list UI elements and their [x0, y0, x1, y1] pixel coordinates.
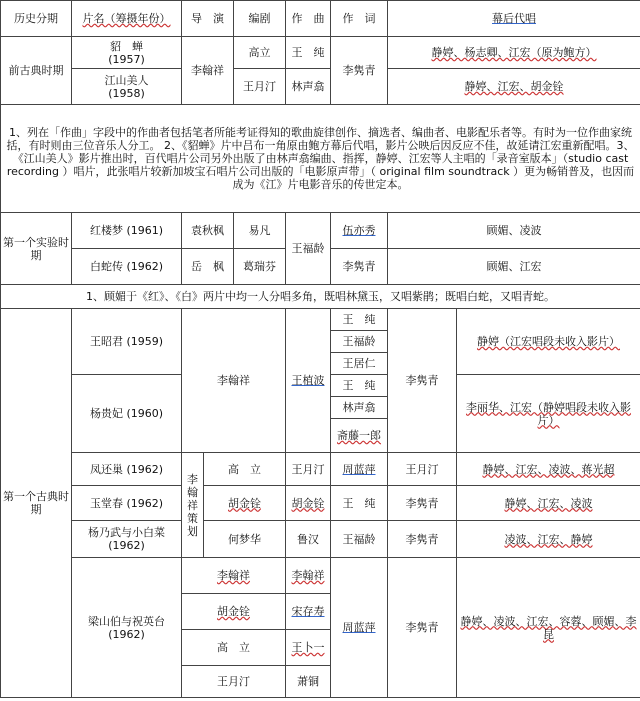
composer-cell: 王 纯: [331, 375, 388, 397]
director-cell: 高 立: [182, 630, 286, 666]
screenplay-cell: 宋存寿: [286, 594, 331, 630]
composer-cell: 林声翕: [331, 397, 388, 419]
lyricist-cell: 伍亦秀: [331, 213, 388, 249]
lyricist-cell: 李隽青: [388, 309, 457, 453]
screenplay-cell: 王植波: [286, 309, 331, 453]
lyricist-cell: 李隽青: [331, 37, 388, 105]
singer-cell: 静婷、凌波、江宏、容蓉、顾媚、李昆: [457, 558, 640, 698]
table-row: [1, 558, 640, 594]
composer-cell: 周蓝萍: [331, 558, 388, 698]
table-row: [1, 486, 640, 521]
header-lyricist: 作 词: [331, 1, 388, 37]
screenplay-cell: 王月汀: [234, 69, 286, 105]
table-row: [1, 309, 640, 331]
period-classic: 第一个古典时期: [1, 309, 72, 698]
lyricist-cell: 李隽青: [388, 486, 457, 521]
composer-cell: 王福龄: [331, 331, 388, 353]
film-cell: 王昭君 (1959): [72, 309, 182, 375]
film-cell: 红楼梦 (1961): [72, 213, 182, 249]
director-cell: 袁秋枫: [182, 213, 234, 249]
singer-cell: 顾媚、凌波: [388, 213, 640, 249]
lyricist-cell: 李隽青: [388, 521, 457, 558]
composer-cell: 王 纯: [331, 486, 388, 521]
table-row: [1, 37, 640, 69]
screenplay-cell: 李翰祥: [286, 558, 331, 594]
screenplay-cell: 王卜一: [286, 630, 331, 666]
director-cell: 胡金铨: [182, 594, 286, 630]
composer-cell: 王福龄: [331, 521, 388, 558]
screenplay-cell: 王月汀: [286, 453, 331, 486]
film-cell: 凤还巢 (1962): [72, 453, 182, 486]
composer-cell: 王福龄: [286, 213, 331, 285]
planning-cell: 李翰祥策划: [182, 453, 204, 558]
header-director: 导 演: [182, 1, 234, 37]
film-cell: 貂 蝉 (1957): [72, 37, 182, 69]
note-2: 1、顾媚于《红》、《白》两片中均一人分唱多角，既唱林黛玉，又唱紫鹃；既唱白蛇，又唱青蛇。: [1, 285, 640, 309]
header-period: 历史分期: [1, 1, 72, 37]
period-experimental: 第一个实验时期: [1, 213, 72, 285]
lyricist-cell: 李隽青: [388, 558, 457, 698]
singer-cell: 静婷、杨志卿、江宏（原为鲍方）: [388, 37, 640, 69]
composer-cell: 王 纯: [331, 309, 388, 331]
composer-cell: 王 纯: [286, 37, 331, 69]
film-cell: 梁山伯与祝英台 (1962): [72, 558, 182, 698]
header-singer: 幕后代唱: [388, 1, 640, 37]
director-cell: 岳 枫: [182, 249, 234, 285]
composer-cell: 林声翕: [286, 69, 331, 105]
screenplay-cell: 胡金铨: [286, 486, 331, 521]
singer-cell: 静婷、江宏、胡金铨: [388, 69, 640, 105]
singer-cell: 静婷、江宏、凌波: [457, 486, 640, 521]
film-cell: 江山美人 (1958): [72, 69, 182, 105]
director-cell: 李翰祥: [182, 309, 286, 453]
screenplay-cell: 易凡: [234, 213, 286, 249]
director-cell: 胡金铨: [204, 486, 286, 521]
composer-cell: 王居仁: [331, 353, 388, 375]
director-cell: 高 立: [204, 453, 286, 486]
note-row: [1, 105, 640, 213]
singer-cell: 凌波、江宏、静婷: [457, 521, 640, 558]
note-1: 1、列在「作曲」字段中的作曲者包括笔者所能考证得知的歌曲旋律创作、摘选者、编曲者、电影配乐者等。有时为一位作曲家统括，有时则由三位音乐人分工。 2、《貂蝉》片中吕布一角原由鲍方幕后代唱，影片公映后因反应不佳，故延请江宏重新配唱。3、《江山美人》影片推出时，百代唱片公司另外出版了由林声翕编曲、指挥，静婷、江宏等人主唱的「录音室版本」（studio cast recording ）唱片，此张唱片较新加坡宝石唱片公司出版的「电影原声带」（ original film soundtrack ）更为畅销普及，也因而成为《江》片电影音乐的传世定本。: [1, 105, 640, 213]
table-row: [1, 213, 640, 249]
lyricist-cell: 李隽青: [331, 249, 388, 285]
header-composer: 作 曲: [286, 1, 331, 37]
singer-cell: 顾媚、江宏: [388, 249, 640, 285]
singer-cell: 静婷（江宏唱段未收入影片）: [457, 309, 640, 375]
composer-cell: 斋藤一郎: [331, 419, 388, 453]
header-film: 片名（筹摄年份）: [72, 1, 182, 37]
screenplay-cell: 高立: [234, 37, 286, 69]
composer-cell: 周蓝萍: [331, 453, 388, 486]
screenplay-cell: 萧铜: [286, 666, 331, 698]
film-cell: 杨贵妃 (1960): [72, 375, 182, 453]
film-cell: 玉堂春 (1962): [72, 486, 182, 521]
table-row: [1, 453, 640, 486]
table-row: [1, 521, 640, 558]
film-cell: 白蛇传 (1962): [72, 249, 182, 285]
header-screenplay: 编剧: [234, 1, 286, 37]
lyricist-cell: 王月汀: [388, 453, 457, 486]
period-pre-classic: 前古典时期: [1, 37, 72, 105]
singer-cell: 静婷、江宏、凌波、蒋光超: [457, 453, 640, 486]
singer-cell: 李丽华、江宏（静婷唱段未收入影片）: [457, 375, 640, 453]
director-cell: 王月汀: [182, 666, 286, 698]
film-cell: 杨乃武与小白菜 (1962): [72, 521, 182, 558]
director-cell: 何梦华: [204, 521, 286, 558]
screenplay-cell: 葛瑞芬: [234, 249, 286, 285]
director-cell: 李翰祥: [182, 558, 286, 594]
director-cell: 李翰祥: [182, 37, 234, 105]
note-row: [1, 285, 640, 309]
screenplay-cell: 鲁汉: [286, 521, 331, 558]
table-row: [1, 69, 640, 105]
header-row: [1, 1, 640, 37]
